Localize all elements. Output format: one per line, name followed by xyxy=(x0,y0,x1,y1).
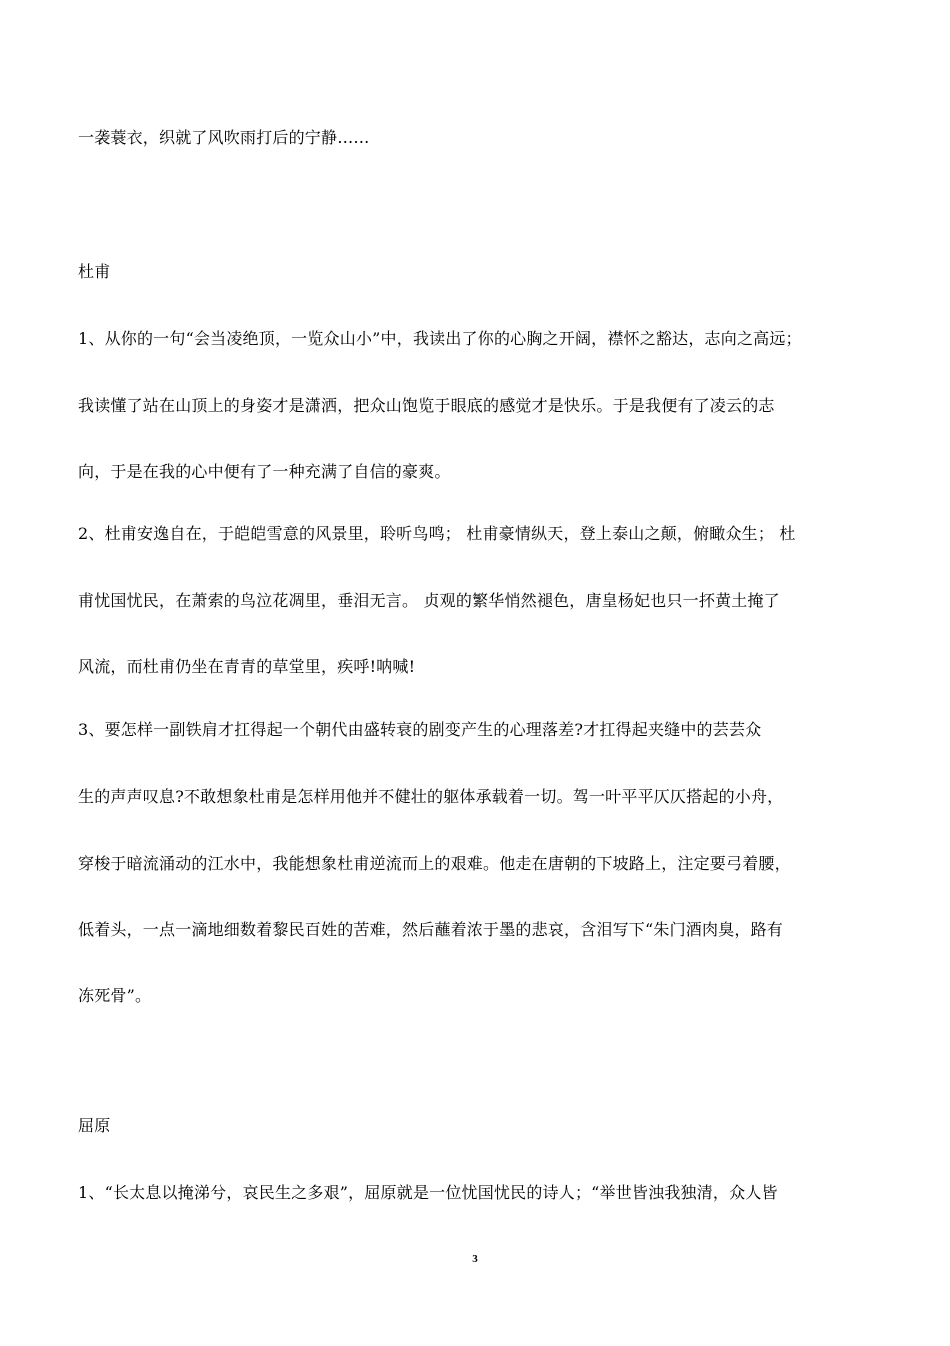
intro-line: 一袭蓑衣，织就了风吹雨打后的宁静…… xyxy=(78,128,370,147)
paragraph-line: 我读懂了站在山顶上的身姿才是潇洒，把众山饱览于眼底的感觉才是快乐。于是我便有了凌云的志 xyxy=(78,396,775,415)
paragraph-line: 风流，而杜甫仍坐在青青的草堂里，疾呼!呐喊! xyxy=(78,657,416,676)
paragraph-line: 1、从你的一句“会当凌绝顶，一览众山小”中，我读出了你的心胸之开阔，襟怀之豁达，志向之高远； xyxy=(78,329,802,348)
section-heading-du-fu: 杜甫 xyxy=(78,262,111,281)
paragraph-line: 生的声声叹息?不敢想象杜甫是怎样用他并不健壮的躯体承载着一切。驾一叶平平仄仄搭起的小舟， xyxy=(78,787,784,806)
paragraph-line: 甫忧国忧民，在萧索的鸟泣花凋里，垂泪无言。 贞观的繁华悄然褪色，唐皇杨妃也只一抔黄土掩了 xyxy=(78,591,780,610)
paragraph-line: 1、“长太息以掩涕兮，哀民生之多艰”，屈原就是一位忧国忧民的诗人；“举世皆浊我独清，众人皆 xyxy=(78,1183,778,1202)
paragraph-line: 3、要怎样一副铁肩才扛得起一个朝代由盛转衰的剧变产生的心理落差?才扛得起夹缝中的芸芸众 xyxy=(78,720,762,739)
paragraph-line: 低着头，一点一滴地细数着黎民百姓的苦难，然后蘸着浓于墨的悲哀，含泪写下“朱门酒肉臭，路有 xyxy=(78,920,783,939)
paragraph-line: 冻死骨”。 xyxy=(78,986,152,1005)
paragraph-line: 向，于是在我的心中便有了一种充满了自信的豪爽。 xyxy=(78,462,451,481)
paragraph-line: 2、杜甫安逸自在，于皑皑雪意的风景里，聆听鸟鸣； 杜甫豪情纵天，登上泰山之颠，俯瞰众生； 杜 xyxy=(78,524,796,543)
section-heading-qu-yuan: 屈原 xyxy=(78,1116,111,1135)
paragraph-line: 穿梭于暗流涌动的江水中，我能想象杜甫逆流而上的艰难。他走在唐朝的下坡路上，注定要弓着腰， xyxy=(78,854,791,873)
page-number: 3 xyxy=(472,1253,478,1265)
